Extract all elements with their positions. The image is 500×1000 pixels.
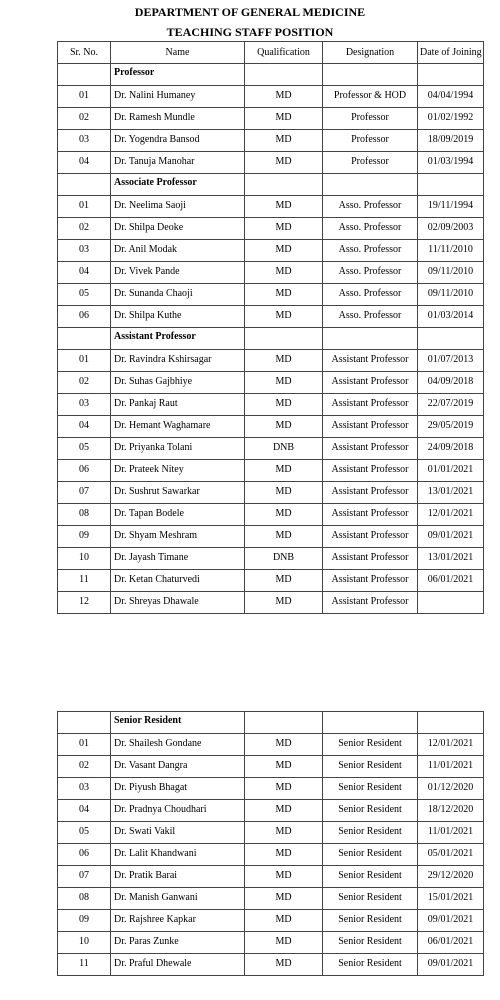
staff-table-residents bbox=[57, 711, 484, 976]
serial-number-cell: 07 bbox=[58, 866, 111, 888]
designation-cell: Assistant Professor bbox=[323, 372, 418, 394]
designation-cell: Senior Resident bbox=[323, 910, 418, 932]
name-cell: Dr. Vasant Dangra bbox=[111, 756, 245, 778]
table-row bbox=[58, 130, 484, 152]
qualification-cell: MD bbox=[245, 240, 323, 262]
table-row bbox=[58, 504, 484, 526]
date-of-joining-cell: 09/11/2010 bbox=[418, 262, 484, 284]
qualification-cell: MD bbox=[245, 262, 323, 284]
section-spacer-cell bbox=[323, 712, 418, 734]
serial-number-cell: 05 bbox=[58, 438, 111, 460]
name-cell: Dr. Yogendra Bansod bbox=[111, 130, 245, 152]
section-spacer-cell bbox=[58, 174, 111, 196]
date-of-joining-cell: 18/09/2019 bbox=[418, 130, 484, 152]
qualification-cell: MD bbox=[245, 394, 323, 416]
designation-cell: Senior Resident bbox=[323, 888, 418, 910]
qualification-cell: MD bbox=[245, 822, 323, 844]
name-cell: Dr. Praful Dhewale bbox=[111, 954, 245, 976]
date-of-joining-cell: 06/01/2021 bbox=[418, 932, 484, 954]
section-spacer-cell bbox=[418, 328, 484, 350]
date-of-joining-cell: 01/03/1994 bbox=[418, 152, 484, 174]
table-row bbox=[58, 350, 484, 372]
name-cell: Dr. Pradnya Choudhari bbox=[111, 800, 245, 822]
serial-number-cell: 11 bbox=[58, 954, 111, 976]
qualification-cell: MD bbox=[245, 504, 323, 526]
serial-number-cell: 01 bbox=[58, 196, 111, 218]
name-cell: Dr. Rajshree Kapkar bbox=[111, 910, 245, 932]
table-row bbox=[58, 108, 484, 130]
table-header-row bbox=[58, 42, 484, 64]
table-row bbox=[58, 734, 484, 756]
column-header-designation: Designation bbox=[323, 42, 418, 64]
table-row bbox=[58, 262, 484, 284]
designation-cell: Assistant Professor bbox=[323, 570, 418, 592]
date-of-joining-cell: 01/01/2021 bbox=[418, 460, 484, 482]
serial-number-cell: 01 bbox=[58, 734, 111, 756]
table-row bbox=[58, 822, 484, 844]
document-subtitle: TEACHING STAFF POSITION bbox=[166, 25, 334, 39]
section-spacer-cell bbox=[418, 64, 484, 86]
serial-number-cell: 03 bbox=[58, 130, 111, 152]
name-cell: Dr. Piyush Bhagat bbox=[111, 778, 245, 800]
date-of-joining-cell: 04/04/1994 bbox=[418, 86, 484, 108]
qualification-cell: MD bbox=[245, 592, 323, 614]
qualification-cell: MD bbox=[245, 910, 323, 932]
date-of-joining-cell: 13/01/2021 bbox=[418, 482, 484, 504]
table-row bbox=[58, 526, 484, 548]
serial-number-cell: 08 bbox=[58, 888, 111, 910]
qualification-cell: MD bbox=[245, 460, 323, 482]
column-header-date-of-joining: Date of Joining bbox=[418, 42, 484, 64]
name-cell: Dr. Prateek Nitey bbox=[111, 460, 245, 482]
date-of-joining-cell: 22/07/2019 bbox=[418, 394, 484, 416]
section-title-assistant-professor: Assistant Professor bbox=[111, 328, 245, 350]
serial-number-cell: 03 bbox=[58, 394, 111, 416]
designation-cell: Assistant Professor bbox=[323, 394, 418, 416]
designation-cell: Asso. Professor bbox=[323, 218, 418, 240]
designation-cell: Asso. Professor bbox=[323, 196, 418, 218]
date-of-joining-cell: 12/01/2021 bbox=[418, 734, 484, 756]
section-spacer-cell bbox=[58, 712, 111, 734]
date-of-joining-cell: 18/12/2020 bbox=[418, 800, 484, 822]
date-of-joining-cell: 09/01/2021 bbox=[418, 954, 484, 976]
serial-number-cell: 02 bbox=[58, 108, 111, 130]
qualification-cell: DNB bbox=[245, 548, 323, 570]
section-title-senior-resident: Senior Resident bbox=[111, 712, 245, 734]
section-spacer-cell bbox=[245, 174, 323, 196]
table-row bbox=[58, 240, 484, 262]
name-cell: Dr. Shailesh Gondane bbox=[111, 734, 245, 756]
staff-table-faculty bbox=[57, 41, 484, 614]
name-cell: Dr. Sushrut Sawarkar bbox=[111, 482, 245, 504]
designation-cell: Asso. Professor bbox=[323, 284, 418, 306]
designation-cell: Assistant Professor bbox=[323, 460, 418, 482]
date-of-joining-cell: 11/01/2021 bbox=[418, 822, 484, 844]
designation-cell: Assistant Professor bbox=[323, 416, 418, 438]
serial-number-cell: 05 bbox=[58, 822, 111, 844]
name-cell: Dr. Neelima Saoji bbox=[111, 196, 245, 218]
column-header-name: Name bbox=[111, 42, 245, 64]
table-row bbox=[58, 888, 484, 910]
name-cell: Dr. Lalit Khandwani bbox=[111, 844, 245, 866]
qualification-cell: MD bbox=[245, 108, 323, 130]
section-header-assistant-professor bbox=[58, 328, 484, 350]
serial-number-cell: 03 bbox=[58, 778, 111, 800]
section-title-professor: Professor bbox=[111, 64, 245, 86]
table-row bbox=[58, 800, 484, 822]
designation-cell: Senior Resident bbox=[323, 866, 418, 888]
serial-number-cell: 01 bbox=[58, 86, 111, 108]
table-row bbox=[58, 570, 484, 592]
designation-cell: Professor bbox=[323, 130, 418, 152]
name-cell: Dr. Manish Ganwani bbox=[111, 888, 245, 910]
table-row bbox=[58, 910, 484, 932]
section-spacer-cell bbox=[418, 174, 484, 196]
serial-number-cell: 02 bbox=[58, 372, 111, 394]
qualification-cell: MD bbox=[245, 526, 323, 548]
table-row bbox=[58, 756, 484, 778]
section-spacer-cell bbox=[245, 712, 323, 734]
table-row bbox=[58, 196, 484, 218]
serial-number-cell: 12 bbox=[58, 592, 111, 614]
table-row bbox=[58, 778, 484, 800]
serial-number-cell: 04 bbox=[58, 800, 111, 822]
section-header-senior-resident bbox=[58, 712, 484, 734]
table-row bbox=[58, 372, 484, 394]
name-cell: Dr. Swati Vakil bbox=[111, 822, 245, 844]
qualification-cell: MD bbox=[245, 218, 323, 240]
date-of-joining-cell: 13/01/2021 bbox=[418, 548, 484, 570]
qualification-cell: MD bbox=[245, 734, 323, 756]
name-cell: Dr. Vivek Pande bbox=[111, 262, 245, 284]
name-cell: Dr. Hemant Waghamare bbox=[111, 416, 245, 438]
serial-number-cell: 07 bbox=[58, 482, 111, 504]
serial-number-cell: 03 bbox=[58, 240, 111, 262]
designation-cell: Senior Resident bbox=[323, 756, 418, 778]
qualification-cell: MD bbox=[245, 756, 323, 778]
qualification-cell: MD bbox=[245, 350, 323, 372]
serial-number-cell: 04 bbox=[58, 416, 111, 438]
name-cell: Dr. Shilpa Deoke bbox=[111, 218, 245, 240]
table-row bbox=[58, 416, 484, 438]
table-row bbox=[58, 394, 484, 416]
date-of-joining-cell: 06/01/2021 bbox=[418, 570, 484, 592]
designation-cell: Senior Resident bbox=[323, 800, 418, 822]
name-cell: Dr. Jayash Timane bbox=[111, 548, 245, 570]
date-of-joining-cell: 11/01/2021 bbox=[418, 756, 484, 778]
qualification-cell: MD bbox=[245, 800, 323, 822]
section-spacer-cell bbox=[323, 328, 418, 350]
designation-cell: Professor bbox=[323, 152, 418, 174]
name-cell: Dr. Sunanda Chaoji bbox=[111, 284, 245, 306]
date-of-joining-cell: 12/01/2021 bbox=[418, 504, 484, 526]
designation-cell: Senior Resident bbox=[323, 734, 418, 756]
qualification-cell: MD bbox=[245, 130, 323, 152]
qualification-cell: MD bbox=[245, 152, 323, 174]
designation-cell: Assistant Professor bbox=[323, 482, 418, 504]
section-spacer-cell bbox=[245, 64, 323, 86]
section-header-associate-professor bbox=[58, 174, 484, 196]
date-of-joining-cell: 04/09/2018 bbox=[418, 372, 484, 394]
table-row bbox=[58, 844, 484, 866]
table-row bbox=[58, 86, 484, 108]
designation-cell: Assistant Professor bbox=[323, 438, 418, 460]
designation-cell: Asso. Professor bbox=[323, 240, 418, 262]
name-cell: Dr. Anil Modak bbox=[111, 240, 245, 262]
qualification-cell: MD bbox=[245, 778, 323, 800]
name-cell: Dr. Shyam Meshram bbox=[111, 526, 245, 548]
qualification-cell: MD bbox=[245, 284, 323, 306]
date-of-joining-cell: 05/01/2021 bbox=[418, 844, 484, 866]
document-title: DEPARTMENT OF GENERAL MEDICINE bbox=[134, 5, 366, 19]
designation-cell: Professor bbox=[323, 108, 418, 130]
name-cell: Dr. Pankaj Raut bbox=[111, 394, 245, 416]
serial-number-cell: 02 bbox=[58, 756, 111, 778]
table-row bbox=[58, 932, 484, 954]
serial-number-cell: 11 bbox=[58, 570, 111, 592]
name-cell: Dr. Suhas Gajbhiye bbox=[111, 372, 245, 394]
qualification-cell: MD bbox=[245, 888, 323, 910]
serial-number-cell: 06 bbox=[58, 844, 111, 866]
name-cell: Dr. Paras Zunke bbox=[111, 932, 245, 954]
date-of-joining-cell: 01/03/2014 bbox=[418, 306, 484, 328]
date-of-joining-cell: 09/11/2010 bbox=[418, 284, 484, 306]
qualification-cell: MD bbox=[245, 844, 323, 866]
designation-cell: Assistant Professor bbox=[323, 504, 418, 526]
date-of-joining-cell: 09/01/2021 bbox=[418, 526, 484, 548]
designation-cell: Assistant Professor bbox=[323, 592, 418, 614]
name-cell: Dr. Ramesh Mundle bbox=[111, 108, 245, 130]
serial-number-cell: 05 bbox=[58, 284, 111, 306]
designation-cell: Senior Resident bbox=[323, 932, 418, 954]
qualification-cell: MD bbox=[245, 372, 323, 394]
table-row bbox=[58, 438, 484, 460]
designation-cell: Assistant Professor bbox=[323, 548, 418, 570]
qualification-cell: MD bbox=[245, 570, 323, 592]
name-cell: Dr. Ketan Chaturvedi bbox=[111, 570, 245, 592]
name-cell: Dr. Shreyas Dhawale bbox=[111, 592, 245, 614]
table-row bbox=[58, 866, 484, 888]
qualification-cell: MD bbox=[245, 416, 323, 438]
table-row bbox=[58, 460, 484, 482]
designation-cell: Senior Resident bbox=[323, 954, 418, 976]
serial-number-cell: 02 bbox=[58, 218, 111, 240]
section-spacer-cell bbox=[58, 328, 111, 350]
qualification-cell: MD bbox=[245, 866, 323, 888]
qualification-cell: MD bbox=[245, 306, 323, 328]
serial-number-cell: 04 bbox=[58, 152, 111, 174]
table-row bbox=[58, 306, 484, 328]
serial-number-cell: 08 bbox=[58, 504, 111, 526]
name-cell: Dr. Priyanka Tolani bbox=[111, 438, 245, 460]
qualification-cell: MD bbox=[245, 86, 323, 108]
serial-number-cell: 09 bbox=[58, 910, 111, 932]
table-row bbox=[58, 152, 484, 174]
section-header-professor bbox=[58, 64, 484, 86]
qualification-cell: MD bbox=[245, 482, 323, 504]
name-cell: Dr. Ravindra Kshirsagar bbox=[111, 350, 245, 372]
qualification-cell: DNB bbox=[245, 438, 323, 460]
qualification-cell: MD bbox=[245, 932, 323, 954]
designation-cell: Senior Resident bbox=[323, 778, 418, 800]
designation-cell: Professor & HOD bbox=[323, 86, 418, 108]
table-row bbox=[58, 284, 484, 306]
column-header-qualification: Qualification bbox=[245, 42, 323, 64]
date-of-joining-cell: 29/05/2019 bbox=[418, 416, 484, 438]
designation-cell: Senior Resident bbox=[323, 822, 418, 844]
section-spacer-cell bbox=[323, 174, 418, 196]
date-of-joining-cell bbox=[418, 592, 484, 614]
name-cell: Dr. Shilpa Kuthe bbox=[111, 306, 245, 328]
name-cell: Dr. Nalini Humaney bbox=[111, 86, 245, 108]
date-of-joining-cell: 09/01/2021 bbox=[418, 910, 484, 932]
serial-number-cell: 10 bbox=[58, 548, 111, 570]
table-row bbox=[58, 548, 484, 570]
date-of-joining-cell: 15/01/2021 bbox=[418, 888, 484, 910]
serial-number-cell: 09 bbox=[58, 526, 111, 548]
date-of-joining-cell: 01/07/2013 bbox=[418, 350, 484, 372]
column-header-sr-no: Sr. No. bbox=[58, 42, 111, 64]
date-of-joining-cell: 11/11/2010 bbox=[418, 240, 484, 262]
date-of-joining-cell: 01/02/1992 bbox=[418, 108, 484, 130]
designation-cell: Senior Resident bbox=[323, 844, 418, 866]
date-of-joining-cell: 01/12/2020 bbox=[418, 778, 484, 800]
serial-number-cell: 01 bbox=[58, 350, 111, 372]
serial-number-cell: 10 bbox=[58, 932, 111, 954]
serial-number-cell: 06 bbox=[58, 460, 111, 482]
designation-cell: Assistant Professor bbox=[323, 526, 418, 548]
section-spacer-cell bbox=[418, 712, 484, 734]
qualification-cell: MD bbox=[245, 196, 323, 218]
section-title-associate-professor: Associate Professor bbox=[111, 174, 245, 196]
designation-cell: Assistant Professor bbox=[323, 350, 418, 372]
date-of-joining-cell: 24/09/2018 bbox=[418, 438, 484, 460]
name-cell: Dr. Tanuja Manohar bbox=[111, 152, 245, 174]
date-of-joining-cell: 19/11/1994 bbox=[418, 196, 484, 218]
table-row bbox=[58, 592, 484, 614]
name-cell: Dr. Pratik Barai bbox=[111, 866, 245, 888]
section-spacer-cell bbox=[245, 328, 323, 350]
name-cell: Dr. Tapan Bodele bbox=[111, 504, 245, 526]
serial-number-cell: 06 bbox=[58, 306, 111, 328]
section-spacer-cell bbox=[323, 64, 418, 86]
table-row bbox=[58, 954, 484, 976]
date-of-joining-cell: 02/09/2003 bbox=[418, 218, 484, 240]
qualification-cell: MD bbox=[245, 954, 323, 976]
serial-number-cell: 04 bbox=[58, 262, 111, 284]
designation-cell: Asso. Professor bbox=[323, 306, 418, 328]
section-spacer-cell bbox=[58, 64, 111, 86]
table-row bbox=[58, 482, 484, 504]
designation-cell: Asso. Professor bbox=[323, 262, 418, 284]
table-row bbox=[58, 218, 484, 240]
date-of-joining-cell: 29/12/2020 bbox=[418, 866, 484, 888]
